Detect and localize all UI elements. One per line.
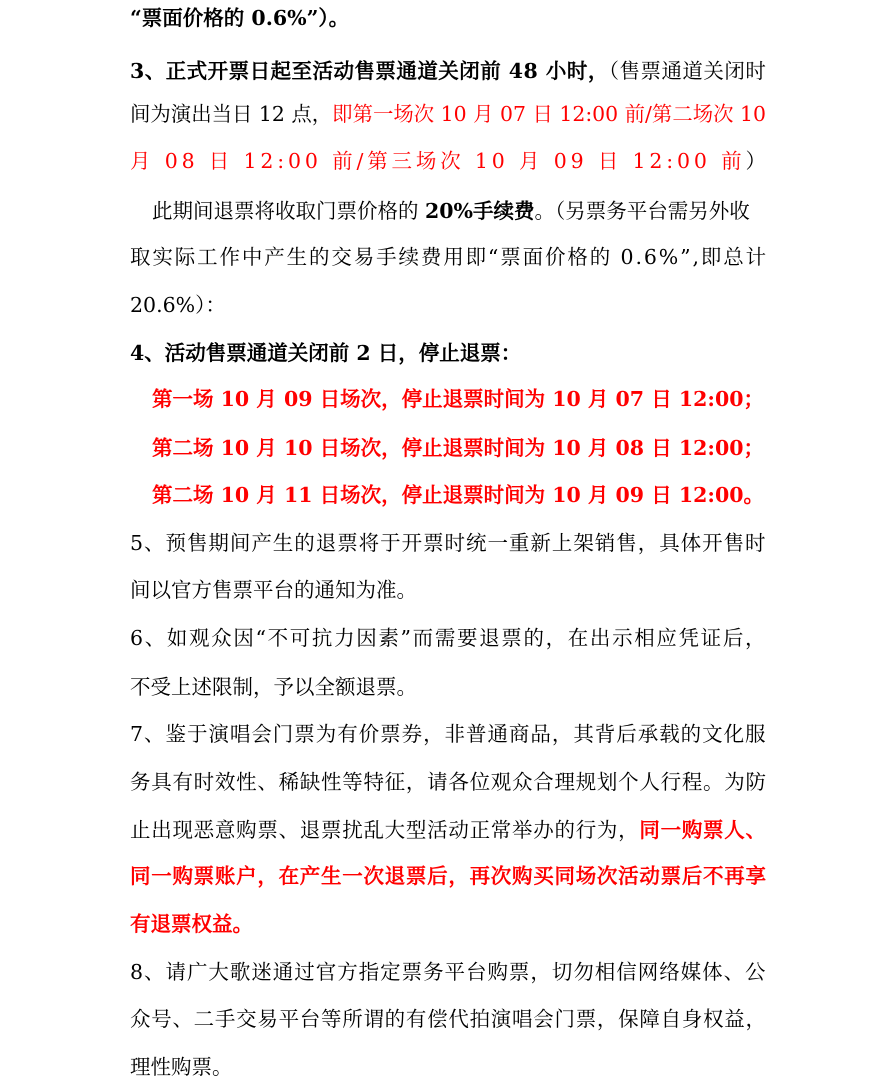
text-run: 务具有时效性、稀缺性等特征，请各位观众合理规划个人行程。为防 (130, 770, 767, 794)
text-run: 止出现恶意购票、退票扰乱大型活动正常举办的行为， (130, 818, 640, 842)
text-run: 6、如观众因“不可抗力因素”而需要退票的，在出示相应凭证后， (130, 626, 768, 650)
text-line (152, 480, 764, 510)
text-run: 间为演出当日 12 点， (130, 102, 333, 126)
text-run: 20%手续费 (425, 199, 535, 223)
text-run: 。（另票务平台需另外收 (534, 199, 750, 223)
text-line (130, 909, 253, 939)
text-run: 5、预售期间产生的退票将于开票时统一重新上架销售，具体开售时 (130, 531, 767, 555)
text-line (130, 815, 767, 845)
text-line (130, 1052, 233, 1082)
text-run: “票面价格的 0.6%”）。 (130, 6, 350, 30)
text-run: 即第一场次 10 月 07 日 12:00 前/第二场次 10 (332, 102, 766, 126)
text-line (130, 767, 767, 797)
text-run: 月 08 日 12:00 前/第三场次 10 月 09 日 12:00 前 (130, 149, 746, 173)
text-run: 同一购票人、 (639, 818, 767, 842)
text-run: ） (745, 149, 770, 173)
text-line (130, 575, 417, 605)
text-line (130, 56, 766, 86)
text-line (130, 146, 770, 176)
text-run: 第二场 10 月 10 日场次，停止退票时间为 10 月 08 日 12:00； (152, 436, 764, 460)
text-run: 8、请广大歌迷通过官方指定票务平台购票，切勿相信网络媒体、公 (130, 960, 767, 984)
text-run: 此期间退票将收取门票价格的 (152, 199, 426, 223)
text-line (130, 1004, 767, 1034)
text-line (130, 3, 349, 33)
text-run: 理性购票。 (130, 1055, 233, 1079)
text-line (130, 623, 767, 653)
text-run: 取实际工作中产生的交易手续费用即“票面价格的 0.6%”,即总计 (130, 245, 768, 269)
text-run: 4、活动售票通道关闭前 2 日，停止退票： (130, 341, 522, 365)
text-line (152, 196, 750, 226)
text-run: 第一场 10 月 09 日场次，停止退票时间为 10 月 07 日 12:00； (152, 387, 764, 411)
text-run: 不受上述限制，予以全额退票。 (130, 675, 417, 699)
text-run: 3、正式开票日起至活动售票通道关闭前 48 小时， (130, 59, 609, 83)
text-run: 第二场 10 月 11 日场次，停止退票时间为 10 月 09 日 12:00。 (152, 483, 764, 507)
text-run: 众号、二手交易平台等所谓的有偿代拍演唱会门票，保障自身权益， (130, 1007, 767, 1031)
text-line (130, 861, 767, 891)
text-line (152, 384, 764, 414)
text-line (130, 957, 767, 987)
text-line (130, 99, 766, 129)
text-line (152, 433, 764, 463)
text-run: 7、鉴于演唱会门票为有价票券，非普通商品，其背后承载的文化服 (130, 722, 767, 746)
text-line (130, 719, 767, 749)
text-run: 有退票权益。 (130, 912, 253, 936)
text-line (130, 242, 768, 272)
text-line (130, 672, 417, 702)
text-line (130, 338, 521, 368)
text-run: 间以官方售票平台的通知为准。 (130, 578, 417, 602)
text-run: 同一购票账户，在产生一次退票后，再次购买同场次活动票后不再享 (130, 864, 767, 888)
text-line (130, 290, 226, 320)
text-run: 20.6%）： (130, 293, 226, 317)
text-run: （售票通道关闭时 (608, 59, 767, 83)
text-line (130, 528, 767, 558)
